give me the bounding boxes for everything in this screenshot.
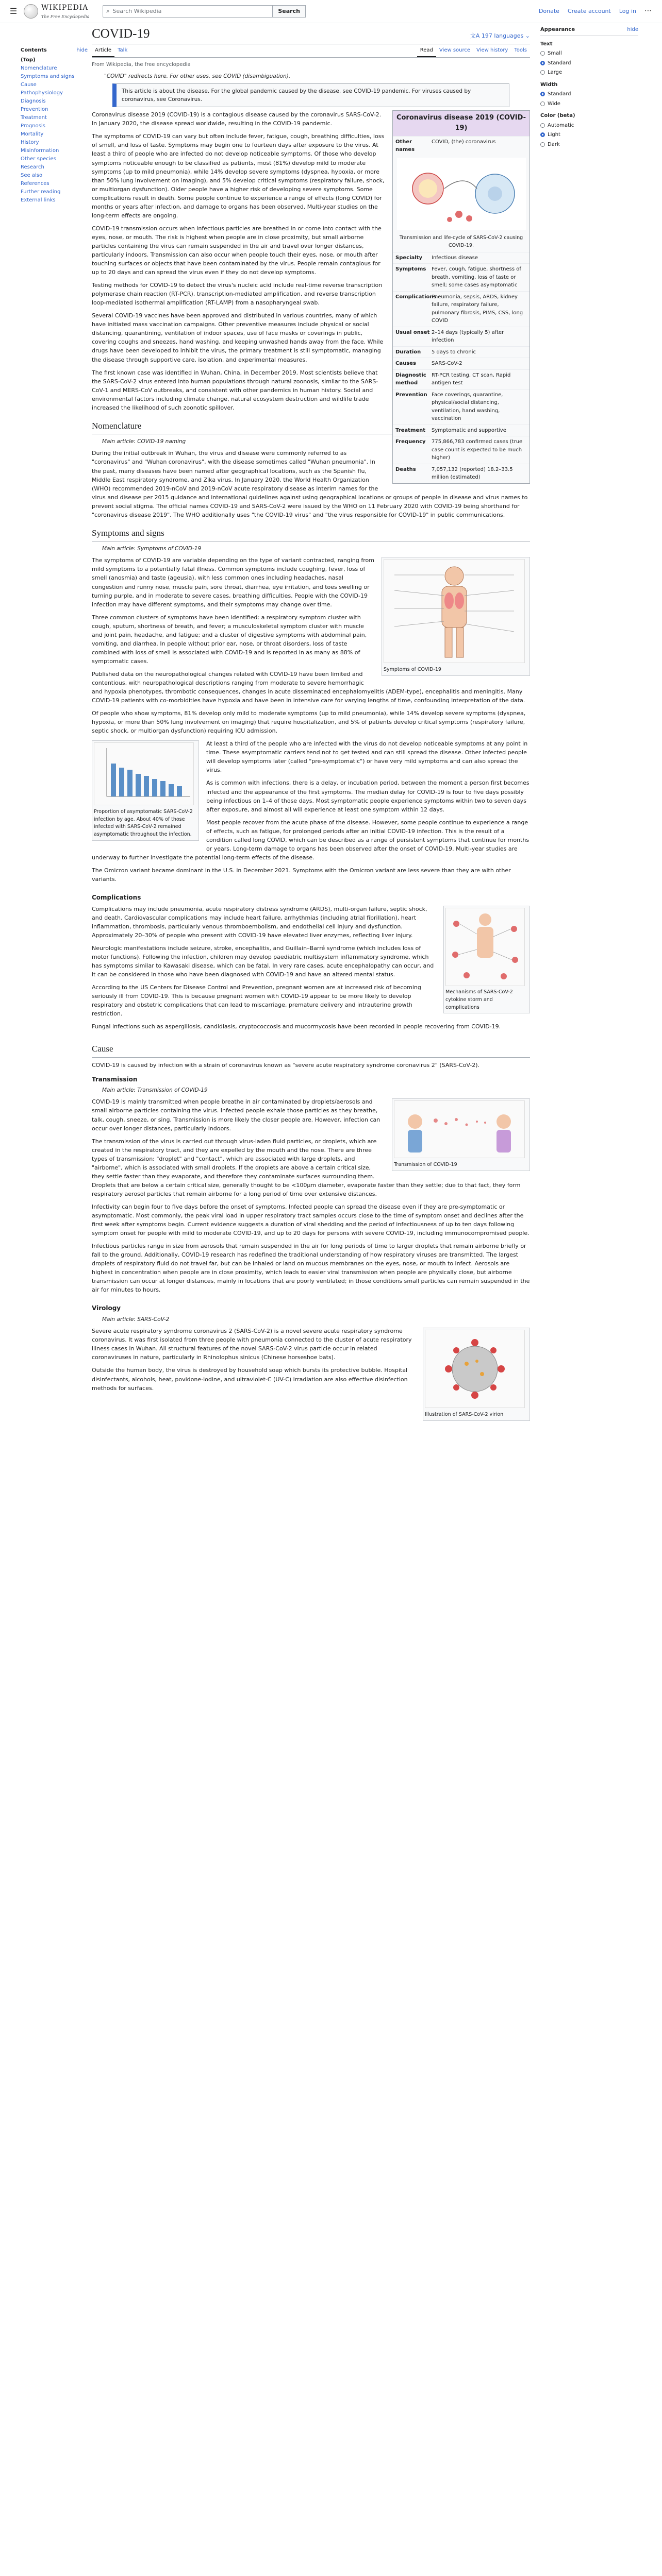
- figure-caption: Symptoms of COVID-19: [384, 667, 441, 673]
- complications-figure[interactable]: [443, 906, 530, 1014]
- color-option[interactable]: [540, 122, 638, 130]
- virology-figure[interactable]: [423, 1328, 530, 1420]
- width-option[interactable]: [540, 90, 638, 98]
- infobox-value: 7,057,132 (reported) 18.2–33.5 million (estimated): [432, 466, 513, 481]
- infobox-key: Causes: [395, 361, 416, 367]
- paragraph: Coronavirus disease 2019 (COVID-19) is a contagious disease caused by the coronavirus SARS-CoV-2. In January 2020, the disease spread worldwide, resulting in the COVID-19 pandemic.: [92, 111, 382, 127]
- radio-button-icon[interactable]: [540, 70, 545, 75]
- infobox-caption: Transmission and life-cycle of SARS-CoV-2 causing COVID-19.: [399, 235, 523, 248]
- paragraph: COVID-19 is mainly transmitted when people breathe in air contaminated by droplets/aerosols and small airborne particles containing the virus. Infected people exhale those particles as they breathe, talk, cough, sneeze, or sing. Transmission is more likely the closer people are. However, infection can occur over longer distances, particularly indoors.: [92, 1098, 380, 1132]
- log-in-link[interactable]: Log in: [619, 8, 636, 15]
- toc-item[interactable]: Research: [21, 164, 44, 170]
- tab-view-source[interactable]: View source: [439, 47, 471, 53]
- appearance-title: Appearance: [540, 27, 575, 32]
- radio-button-icon[interactable]: [540, 92, 545, 96]
- paragraph: Infectious particles range in size from aerosols that remain suspended in the air for long periods of time to larger droplets that remain airborne briefly or fall to the ground. Additionally, COVID-19 research has redefined the traditional understanding of how respiratory viruses are transmitted. The largest droplets of respiratory fluid do not travel far, but can be inhaled or land on mucous membranes on the eyes, nose, or mouth to infect. Aerosols are highest in concentration when people are in close proximity, which leads to easier viral transmission when people are physically close, but airborne transmission can occur at longer distances, mainly in locations that are poorly ventilated; in those conditions small particles can remain suspended in the air for minutes to hours.: [92, 1243, 530, 1294]
- virion-illustration: [425, 1330, 525, 1408]
- width-option-label: Standard: [548, 91, 571, 97]
- infobox-value: 775,866,783 confirmed cases (true case count is expected to be much higher): [432, 439, 523, 461]
- section-nomenclature: Nomenclature: [92, 419, 530, 434]
- toc-item[interactable]: Nomenclature: [21, 65, 57, 71]
- toc-item[interactable]: Symptoms and signs: [21, 73, 75, 79]
- page-title: COVID-19: [92, 27, 150, 41]
- paragraph: Severe acute respiratory syndrome coronavirus 2 (SARS-CoV-2) is a novel severe acute respiratory syndrome coronavirus. It was first isolated from three people with pneumonia connected to the cluster of acute respiratory illness cases in Wuhan. All structural features of the novel SARS-CoV-2 virus particle occur in related coronaviruses in nature, particularly in Rhinolophus sinicus (Chinese horseshoe bats).: [92, 1328, 412, 1361]
- infobox-key: Treatment: [395, 427, 426, 433]
- paragraph: COVID-19 is caused by infection with a strain of coronavirus known as "severe acute respiratory syndrome coronavirus 2" (SARS-CoV-2).: [92, 1061, 479, 1069]
- color-label: Color (beta): [540, 113, 575, 118]
- paragraph: The transmission of the virus is carried out through virus-laden fluid particles, or droplets, which are created in the respiratory tract, and they are expelled by the mouth and the nose. There are three types of transmission: "droplet" and "contact", which are associated with large droplets, and "airborne", which is associated with small droplets. If the droplets are above a certain critical size, they settle faster than they evaporate, and therefore they contaminate surfaces surrounding them. Droplets that are below a certain critical size, generally thought to be <100μm diameter, evaporate faster than they settle; due to that fact, they form respiratory aerosol particles that remain airborne for a long period of time over extensive distances.: [92, 1138, 521, 1197]
- paragraph: Outside the human body, the virus is destroyed by household soap which bursts its protective bubble. Hospital disinfectants, alcohols, heat, povidone-iodine, and ultraviolet-C (UV-C) irradiation are also effective disinfection methods for surfaces.: [92, 1367, 408, 1392]
- infobox-value: Pneumonia, sepsis, ARDS, kidney failure, respiratory failure, pulmonary fibrosis, PIMS, CSS, long COVID: [432, 294, 523, 324]
- section-complications: Complications: [92, 893, 141, 901]
- figure-caption: Proportion of asymptomatic SARS-CoV-2 infection by age. About 40% of those infected with SARS-CoV-2 remained asymptomatic throughout the infection.: [94, 809, 193, 838]
- infobox-value: Symptomatic and supportive: [432, 427, 506, 433]
- main-article-note[interactable]: Main article: Symptoms of COVID-19: [102, 546, 202, 552]
- search-icon: ⌕: [106, 8, 110, 15]
- paragraph: The symptoms of COVID-19 are variable depending on the type of variant contracted, ranging from mild symptoms to a potentially fatal illness. Common symptoms include coughing, fever, loss of smell (anosmia) and taste (ageusia), with less common ones including headaches, nasal congestion and runny nose, muscle pain, sore throat, diarrhea, eye irritation, and toes swelling or turning purple, and in moderate to severe cases, breathing difficulties. People with the COVID-19 infection may have different symptoms, and their symptoms may change over time.: [92, 557, 374, 608]
- text-size-option-label: Large: [548, 70, 562, 75]
- tab-read[interactable]: Read: [417, 44, 436, 58]
- text-size-option[interactable]: [540, 49, 638, 58]
- brand-name: WIKIPEDIA: [41, 3, 89, 12]
- radio-button-icon[interactable]: [540, 123, 545, 128]
- toc-item[interactable]: See also: [21, 172, 43, 178]
- toc-title: Contents: [21, 47, 47, 53]
- infobox-value: COVID, (the) coronavirus: [432, 139, 496, 145]
- toc-item[interactable]: Prognosis: [21, 123, 45, 129]
- paragraph: At least a third of the people who are infected with the virus do not develop noticeable symptoms at any point in time. These asymptomatic carriers tend not to get tested and can still spread the disease. Other infected people will develop symptoms later (called "pre-symptomatic") or have very mild symptoms and can also spread the virus.: [206, 740, 528, 774]
- radio-button-icon[interactable]: [540, 51, 545, 56]
- section-virology: Virology: [92, 1304, 121, 1312]
- text-size-option-label: Small: [548, 50, 562, 56]
- paragraph: Of people who show symptoms, 81% develop only mild to moderate symptoms (up to mild pneumonia), while 14% develop severe symptoms (dyspnea, hypoxia, or more than 50% lung involvement on imaging) that require hospitalization, and 5% of patients develop critical symptoms (respiratory failure, septic shock, or multiorgan dysfunction) requiring ICU admission.: [92, 710, 526, 735]
- page-tabs: [92, 44, 530, 58]
- table-of-contents: [21, 46, 88, 205]
- paragraph: Published data on the neuropathological changes related with COVID-19 have been limited and contentious, with neuropathological descriptions ranging from moderate to severe hemorrhagic and hypoxia phenotypes, thrombotic consequences, changes in acute disseminated encephalomyelitis (ADEM-type), encephalitis and meningitis. Many COVID-19 patients with co-morbidities have hypoxia and have been in intensive care for varying lengths of time, confounding interpretation of the data.: [92, 670, 525, 704]
- asymptomatic-infection-chart: [94, 742, 194, 805]
- brand-tagline: The Free Encyclopedia: [41, 14, 90, 19]
- toc-item[interactable]: Prevention: [21, 106, 48, 112]
- color-option-label: Automatic: [548, 122, 574, 128]
- from-wikipedia: From Wikipedia, the free encyclopedia: [92, 62, 191, 67]
- infobox-key: Prevention: [395, 392, 427, 398]
- radio-button-icon[interactable]: [540, 142, 545, 147]
- text-size-option-label: Standard: [548, 60, 571, 66]
- figure-caption: Transmission of COVID-19: [394, 1162, 457, 1168]
- figure-caption: Illustration of SARS-CoV-2 virion: [425, 1412, 504, 1417]
- infobox-key: Usual onset: [395, 329, 430, 335]
- transmission-diagram: [394, 1100, 525, 1158]
- infobox-key: Frequency: [395, 439, 426, 445]
- search-input[interactable]: [103, 5, 273, 18]
- toc-hide-button[interactable]: hide: [76, 47, 88, 53]
- appearance-panel: [540, 26, 638, 148]
- language-selector[interactable]: 文A 197 languages ⌄: [470, 32, 530, 40]
- paragraph: During the initial outbreak in Wuhan, the virus and disease were commonly referred to as "coronavirus" and "Wuhan coronavirus", with the disease sometimes called "Wuhan pneumonia". In the past, many diseases have been named after geographical locations, such as the Spanish flu, Middle East respiratory syndrome, and Zika virus. In January 2020, the World Health Organization (WHO) recommended 2019-nCoV and 2019-nCoV acute respiratory disease as interim names for the virus and disease per 2015 guidance and international guidelines against using geographical locations or groups of people in disease and virus names to prevent social stigma. The official names COVID-19 and SARS-CoV-2 were issued by the WHO on 11 February 2020 with COVID-19 being shorthand for "coronavirus disease 2019". The WHO additionally uses "the COVID-19 virus" and "the virus responsible for COVID-19" in public communications.: [92, 450, 528, 518]
- site-header: [0, 0, 662, 23]
- paragraph: Neurologic manifestations include seizure, stroke, encephalitis, and Guillain–Barré syndrome (which includes loss of motor functions). Following the infection, children may develop paediatric multisystem inflammatory syndrome, which has symptoms similar to Kawasaki disease, which can be fatal. In very rare cases, acute encephalopathy can occur, and it can be considered in those who have been diagnosed with COVID-19 and have an altered mental status.: [92, 944, 434, 978]
- section-cause: Cause: [92, 1042, 530, 1057]
- infobox-key: Symptoms: [395, 266, 426, 273]
- symptoms-diagram: [384, 559, 525, 663]
- toc-item[interactable]: References: [21, 180, 49, 187]
- color-option[interactable]: [540, 131, 638, 139]
- paragraph: Most people recover from the acute phase of the disease. However, some people continue to experience a range of effects, such as fatigue, for prolonged periods after an initial COVID-19 infection. This is the result of a condition called long COVID, which can be described as a range of persistent symptoms that continue for months or years. Long-term damage to organs has been observed after the onset of COVID-19. Multi-year studies are underway to further investigate the potential long-term effects of the disease.: [92, 819, 529, 861]
- hatnote: "COVID" redirects here. For other uses, see COVID (disambiguation).: [104, 73, 291, 79]
- tab-article[interactable]: Article: [92, 44, 114, 58]
- radio-button-icon[interactable]: [540, 132, 545, 137]
- search-placeholder: Search Wikipedia: [112, 8, 162, 15]
- figure-caption: Mechanisms of SARS-CoV-2 cytokine storm and complications: [445, 989, 513, 1010]
- color-option-label: Dark: [548, 141, 560, 147]
- text-size-label: Text: [540, 41, 553, 47]
- infobox-title: Coronavirus disease 2019 (COVID-19): [393, 111, 529, 135]
- create-account-link[interactable]: Create account: [567, 8, 611, 15]
- donate-link[interactable]: Donate: [538, 8, 559, 15]
- main-article-note[interactable]: Main article: SARS-CoV-2: [102, 1316, 170, 1323]
- infobox-key: Complications: [395, 294, 437, 300]
- infobox-key: Other names: [395, 139, 415, 153]
- toc-item[interactable]: Pathophysiology: [21, 90, 63, 96]
- infobox-value: RT-PCR testing, CT scan, Rapid antigen test: [432, 372, 511, 386]
- search-button[interactable]: Search: [272, 5, 306, 18]
- paragraph: Infectivity can begin four to five days before the onset of symptoms. Infected people can spread the disease even if they are pre-symptomatic or asymptomatic. Most commonly, the peak viral load in upper respiratory tract samples occurs close to the time of symptom onset and declines after the first week after symptoms begin. Current evidence suggests a duration of viral shedding and the period of infectiousness of up to ten days following symptom onset for people with mild to moderate COVID-19, and up to 20 days for persons with severe COVID-19, including immunocompromised people.: [92, 1203, 529, 1237]
- infobox-key: Deaths: [395, 466, 416, 472]
- cytokine-storm-diagram: [445, 908, 525, 986]
- disambiguation-notice: This article is about the disease. For the global pandemic caused by the disease, see COVID-19 pandemic. For viruses caused by coronavirus, see Coronavirus.: [112, 83, 509, 108]
- asymptomatic-figure[interactable]: [92, 740, 199, 841]
- infobox-key: Diagnostic method: [395, 372, 426, 386]
- infobox-value: Face coverings, quarantine, physical/social distancing, ventilation, hand washing, vaccination: [432, 392, 503, 422]
- color-option[interactable]: [540, 141, 638, 149]
- toc-item[interactable]: Treatment: [21, 114, 47, 121]
- radio-button-icon[interactable]: [540, 101, 545, 106]
- toc-item[interactable]: External links: [21, 197, 56, 203]
- toc-item[interactable]: Misinformation: [21, 147, 59, 154]
- toc-item[interactable]: Diagnosis: [21, 98, 46, 104]
- sars-cov-2-lifecycle-illustration: [397, 158, 526, 230]
- menu-icon[interactable]: ☰: [9, 6, 18, 16]
- infobox-key: Duration: [395, 349, 421, 355]
- infobox-key: Specialty: [395, 255, 422, 261]
- main-article-note[interactable]: Main article: COVID-19 naming: [102, 438, 186, 445]
- tab-view-history[interactable]: View history: [476, 47, 508, 53]
- width-option-label: Wide: [548, 100, 560, 107]
- appearance-hide-button[interactable]: hide: [627, 27, 638, 32]
- globe-icon: [24, 4, 38, 19]
- paragraph: The first known case was identified in Wuhan, China, in December 2019. Most scientists believe that the SARS-CoV-2 virus entered into human populations through natural zoonosis, similar to the SARS-CoV-1 and MERS-CoV outbreaks, and consistent with other pandemics in human history. Social and environmental factors including climate change, natural ecosystem destruction and wildlife trade increased the likelihood of such zoonotic spillover.: [92, 369, 378, 411]
- infobox-value: Fever, cough, fatigue, shortness of breath, vomiting, loss of taste or smell; some cases asymptomatic: [432, 266, 521, 289]
- width-label: Width: [540, 81, 558, 88]
- tab-tools[interactable]: Tools: [514, 47, 527, 53]
- infobox-value: Infectious disease: [432, 255, 478, 261]
- infobox-value: SARS-CoV-2: [432, 361, 462, 367]
- infobox-value: 5 days to chronic: [432, 349, 476, 355]
- width-option[interactable]: [540, 100, 638, 108]
- paragraph: As is common with infections, there is a delay, or incubation period, between the moment a person first becomes infected and the appearance of the first symptoms. The median delay for COVID-19 is four to five days possibly being infectious on 1–4 of those days. Most symptomatic people experience symptoms within two to seven days after exposure, and almost all will experience at least one symptom within 12 days.: [206, 779, 529, 813]
- paragraph: The symptoms of COVID-19 can vary but often include fever, fatigue, cough, breathing difficulties, loss of smell, and loss of taste. Symptoms may begin one to fourteen days after exposure to the virus. At least a third of people who are infected do not develop noticeable symptoms. Of those who develop symptoms noticeable enough to be classified as patients, most (81%) develop mild to moderate symptoms (up to mild pneumonia), while 14% develop severe symptoms (dyspnea, hypoxia, or more than 50% lung involvement on imaging), and 5% develop critical symptoms (respiratory failure, shock, or multiorgan dysfunction). Older people have a higher risk of developing severe symptoms. Some complications result in death. Some people continue to experience a range of effects (long COVID) for months or years after infection, and damage to organs has been observed. Multi-year studies on the long-term effects are ongoing.: [92, 133, 385, 219]
- toc-item[interactable]: History: [21, 139, 39, 145]
- article-content: [92, 26, 530, 1425]
- color-option-label: Light: [548, 132, 560, 138]
- paragraph: Several COVID-19 vaccines have been approved and distributed in various countries, many of which have initiated mass vaccination campaigns. Other preventive measures include physical or social distancing, quarantining, ventilation of indoor spaces, use of face masks or coverings in public, covering coughs and sneezes, hand washing, and keeping unwashed hands away from the face. While drugs have been developed to inhibit the virus, the primary treatment is still symptomatic, managing the disease through supportive care, isolation, and experimental measures.: [92, 312, 384, 363]
- infobox-value: 2–14 days (typically 5) after infection: [432, 329, 504, 344]
- paragraph: COVID-19 transmission occurs when infectious particles are breathed in or come into contact with the eyes, nose, or mouth. The risk is highest when people are in close proximity, but small airborne particles containing the virus can remain suspended in the air and travel over longer distances, particularly indoors. Transmission can also occur when people touch their eyes, nose, or mouth after touching surfaces or objects that have been contaminated by the virus. People remain contagious for up to 20 days and can spread the virus even if they do not develop symptoms.: [92, 225, 382, 276]
- tab-talk[interactable]: Talk: [118, 47, 128, 53]
- toc-item[interactable]: Mortality: [21, 131, 44, 137]
- toc-item[interactable]: Other species: [21, 156, 56, 162]
- toc-item[interactable]: (Top): [21, 57, 36, 63]
- toc-item[interactable]: Cause: [21, 81, 37, 88]
- toc-item[interactable]: Further reading: [21, 189, 61, 195]
- section-transmission: Transmission: [92, 1075, 138, 1083]
- radio-button-icon[interactable]: [540, 61, 545, 65]
- more-options-icon[interactable]: ⋯: [644, 7, 652, 15]
- paragraph: According to the US Centers for Disease Control and Prevention, pregnant women are at increased risk of becoming seriously ill from COVID-19. This is because pregnant women with COVID-19 appear to be more likely to develop respiratory and obstetric complications that can lead to miscarriage, premature delivery and intrauterine growth restriction.: [92, 984, 421, 1018]
- infobox-image[interactable]: [393, 156, 529, 235]
- paragraph: Complications may include pneumonia, acute respiratory distress syndrome (ARDS), multi-organ failure, septic shock, and death. Cardiovascular complications may include heart failure, arrhythmias (including atrial fibrillation), heart inflammation, thrombosis, particularly venous thromboembolism, and endothelial cell injury and dysfunction. Approximately 20–30% of people who present with COVID-19 have elevated liver enzymes, reflecting liver injury.: [92, 905, 427, 939]
- paragraph: Three common clusters of symptoms have been identified: a respiratory symptom cluster with cough, sputum, shortness of breath, and fever; a musculoskeletal symptom cluster with muscle and joint pain, headache, and fatigue; and a cluster of digestive symptoms with abdominal pain, vomiting, and diarrhea. In people without prior ear, nose, or throat disorders, loss of taste combined with loss of smell is associated with COVID-19 and is reported in as many as 88% of symptomatic cases.: [92, 614, 367, 665]
- paragraph: The Omicron variant became dominant in the U.S. in December 2021. Symptoms with the Omicron variant are less severe than they are with other variants.: [92, 867, 511, 883]
- paragraph: Testing methods for COVID-19 to detect the virus's nucleic acid include real-time reverse transcription polymerase chain reaction (RT-PCR), transcription-mediated amplification, and reverse transcription loop-mediated isothermal amplification (RT-LAMP) from a nasopharyngeal swab.: [92, 282, 383, 307]
- main-article-note[interactable]: Main article: Transmission of COVID-19: [102, 1087, 208, 1094]
- symptoms-figure[interactable]: [382, 557, 530, 675]
- transmission-figure[interactable]: [392, 1098, 530, 1171]
- text-size-option[interactable]: [540, 59, 638, 67]
- paragraph: Fungal infections such as aspergillosis, candidiasis, cryptococcosis and mucormycosis have been recorded in people recovering from COVID-19.: [92, 1023, 501, 1030]
- text-size-option[interactable]: [540, 69, 638, 77]
- section-symptoms: Symptoms and signs: [92, 527, 530, 541]
- infobox: [392, 110, 530, 483]
- wikipedia-logo[interactable]: [24, 3, 89, 20]
